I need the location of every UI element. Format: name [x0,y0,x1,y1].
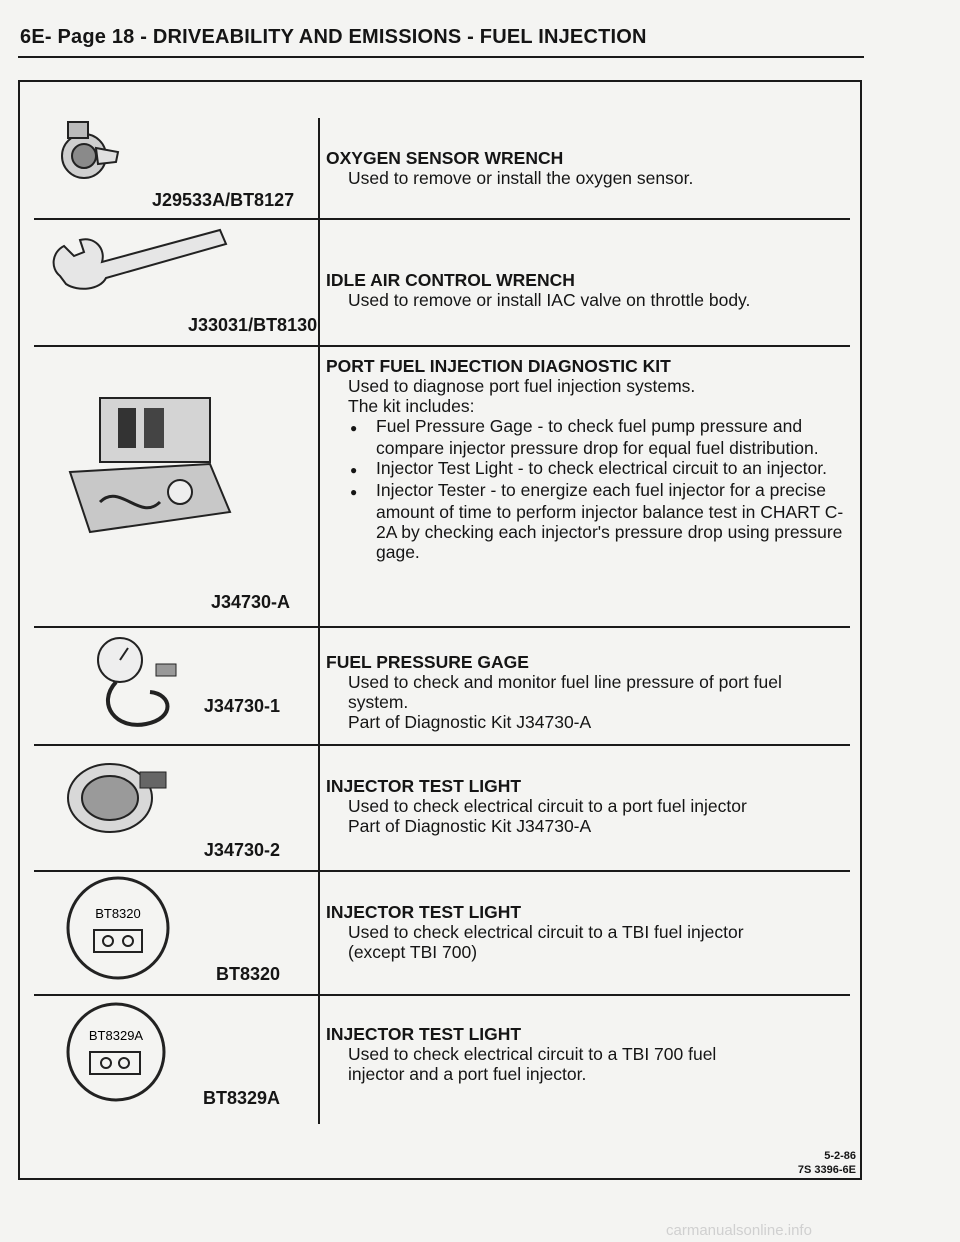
oxygen-sensor-wrench-icon [56,118,156,188]
footer-date: 5-2-86 [824,1150,856,1162]
description-line: Part of Diagnostic Kit J34730-A [348,816,592,836]
tool-description [326,1024,846,1084]
tool-description [326,356,846,562]
tool-label: BT8329A [88,1028,144,1043]
tool-description [326,652,846,732]
description-line: Used to check electrical circuit to a TBI fuel injector [348,922,744,942]
description-line: Used to check and monitor fuel line pressure of port fuel system. [348,672,782,712]
tool-name: FUEL PRESSURE GAGE [326,652,529,672]
description-line: (except TBI 700) [348,942,478,962]
tool-description [326,148,846,188]
tool-name: INJECTOR TEST LIGHT [326,776,522,796]
tool-name: IDLE AIR CONTROL WRENCH [326,270,575,290]
row-separator [34,870,850,872]
watermark: carmanualsonline.info [666,1222,812,1239]
description-line: The kit includes: [348,396,475,416]
description-line: injector and a port fuel injector. [348,1064,587,1084]
description-line: Used to check electrical circuit to a TBI 700 fuel [348,1044,717,1064]
part-number: J34730-1 [203,696,280,716]
page-header: 6E- Page 18 - DRIVEABILITY AND EMISSIONS - FUEL INJECTION [20,26,647,48]
description-line: Used to diagnose port fuel injection systems. [348,376,696,396]
pressure-gage-icon [86,634,196,734]
part-number: BT8320 [215,964,280,984]
test-light-coil-icon [60,752,180,842]
part-number: J34730-A [210,592,290,612]
tool-name: OXYGEN SENSOR WRENCH [326,148,564,168]
row-separator [34,218,850,220]
description-line: Used to remove or install IAC valve on throttle body. [348,290,751,310]
tool-name: INJECTOR TEST LIGHT [326,1024,522,1044]
diagnostic-kit-case-icon [60,392,240,542]
header-rule [18,56,864,58]
tool-label: BT8320 [95,906,141,921]
description-line: Used to remove or install the oxygen sensor. [348,168,694,188]
row-separator [34,994,850,996]
row-separator [34,626,850,628]
tool-description [326,902,846,962]
tool-description [326,270,846,310]
row-separator [34,345,850,347]
tool-name: PORT FUEL INJECTION DIAGNOSTIC KIT [326,356,671,376]
footer-code: 7S 3396-6E [797,1164,856,1176]
part-number: J29533A/BT8127 [152,190,295,210]
part-number: BT8329A [202,1088,280,1108]
tool-name: INJECTOR TEST LIGHT [326,902,522,922]
kit-item: ● Fuel Pressure Gage - to check fuel pump pressure and compare injector pressure drop for equal fuel distribution. [326,416,846,458]
kit-item: ● Injector Tester - to energize each fuel injector for a precise amount of time to perform injector balance test in CHART C-2A by checking each injector's pressure drop using pressure gage. [326,480,846,562]
open-end-wrench-icon [40,222,240,302]
row-separator [34,744,850,746]
part-number: J34730-2 [203,840,280,860]
description-line: Part of Diagnostic Kit J34730-A [348,712,592,732]
part-number: J33031/BT8130 [188,315,318,335]
description-line: Used to check electrical circuit to a port fuel injector [348,796,747,816]
kit-item: ● Injector Test Light - to check electrical circuit to an injector. [326,458,846,480]
column-divider [318,118,320,1124]
tool-description [326,776,846,836]
